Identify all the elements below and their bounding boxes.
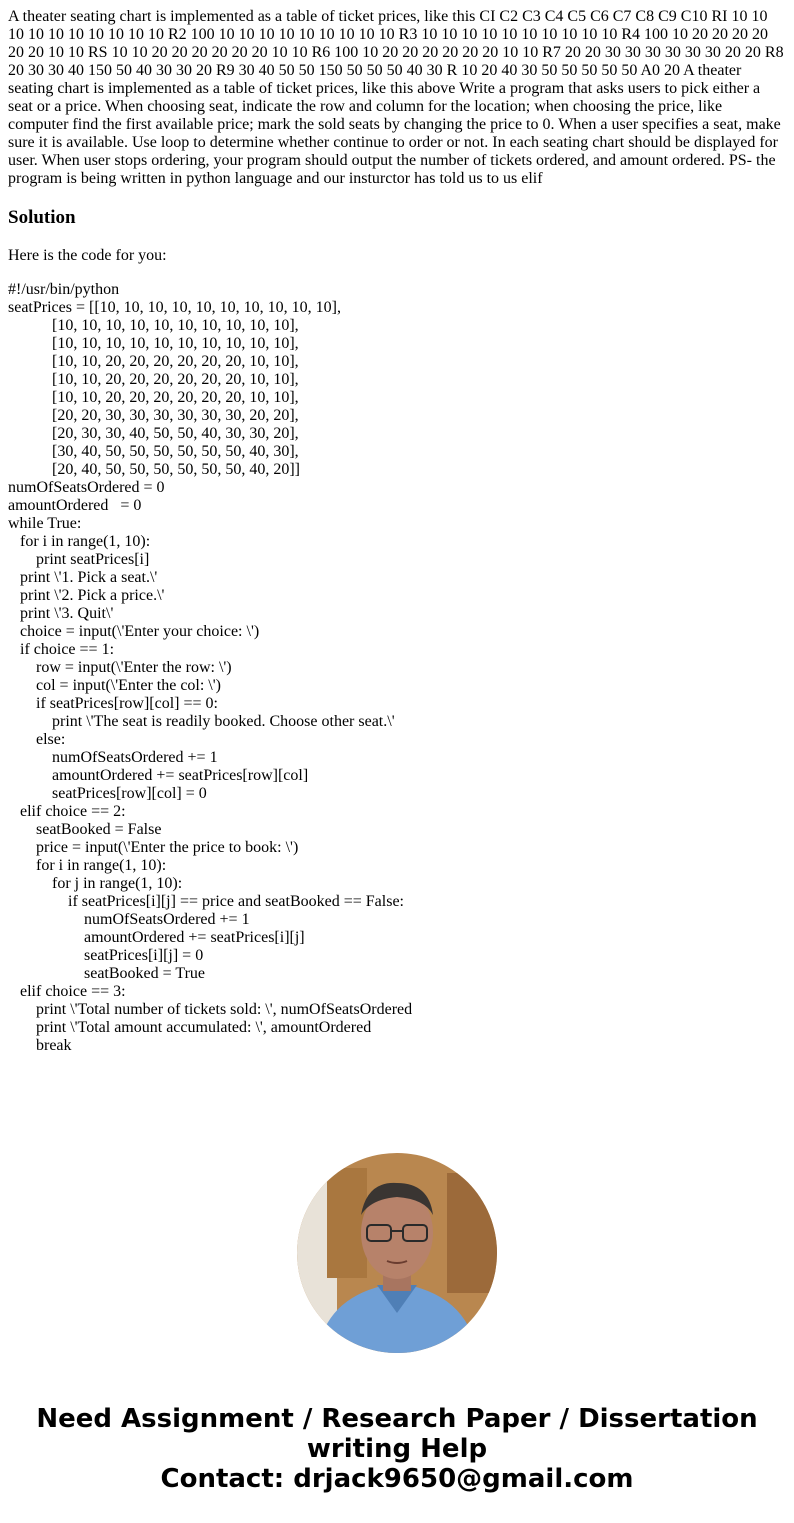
code-line: amountOrdered = 0 <box>8 497 142 514</box>
code-line: print \'1. Pick a seat.\' <box>8 569 158 586</box>
code-line: [10, 10, 20, 20, 20, 20, 20, 20, 10, 10], <box>8 389 299 406</box>
code-line: #!/usr/bin/python <box>8 281 120 298</box>
solution-heading: Solution <box>8 207 76 228</box>
code-line: print \'2. Pick a price.\' <box>8 587 165 604</box>
code-line: print \'The seat is readily booked. Choose other seat.\' <box>8 713 395 730</box>
code-line: [10, 10, 10, 10, 10, 10, 10, 10, 10, 10], <box>8 335 299 352</box>
code-line: if seatPrices[i][j] == price and seatBooked == False: <box>8 893 404 910</box>
code-line: print \'Total amount accumulated: \', amountOrdered <box>8 1019 372 1036</box>
code-line: for j in range(1, 10): <box>8 875 183 892</box>
code-line: while True: <box>8 515 82 532</box>
code-line: else: <box>8 731 66 748</box>
code-line: [20, 30, 30, 40, 50, 50, 40, 30, 30, 20], <box>8 425 299 442</box>
author-portrait <box>297 1153 497 1353</box>
code-line: print seatPrices[i] <box>8 551 150 568</box>
code-line: elif choice == 3: <box>8 983 126 1000</box>
code-line: for i in range(1, 10): <box>8 857 167 874</box>
code-line: [30, 40, 50, 50, 50, 50, 50, 50, 40, 30], <box>8 443 299 460</box>
code-line: for i in range(1, 10): <box>8 533 151 550</box>
code-line: row = input(\'Enter the row: \') <box>8 659 232 676</box>
code-line: numOfSeatsOrdered = 0 <box>8 479 165 496</box>
code-line: seatPrices[row][col] = 0 <box>8 785 207 802</box>
code-line: seatBooked = True <box>8 965 206 982</box>
banner-line-2: writing Help <box>306 1434 488 1464</box>
code-line: numOfSeatsOrdered += 1 <box>8 911 250 928</box>
contact-banner <box>0 1404 794 1494</box>
code-line: elif choice == 2: <box>8 803 126 820</box>
code-line: break <box>8 1037 72 1054</box>
code-line: if seatPrices[row][col] == 0: <box>8 695 218 712</box>
code-line: seatPrices = [[10, 10, 10, 10, 10, 10, 10, 10, 10, 10], <box>8 299 341 316</box>
code-line: if choice == 1: <box>8 641 115 658</box>
code-line: print \'3. Quit\' <box>8 605 114 622</box>
code-line: [10, 10, 10, 10, 10, 10, 10, 10, 10, 10], <box>8 317 299 334</box>
code-line: print \'Total number of tickets sold: \', numOfSeatsOrdered <box>8 1001 413 1018</box>
banner-line-1: Need Assignment / Research Paper / Dissertation <box>36 1404 758 1434</box>
code-line: [20, 20, 30, 30, 30, 30, 30, 30, 20, 20], <box>8 407 299 424</box>
question-text: A theater seating chart is implemented as a table of ticket prices, like this CI C2 C3 C4 C5 C6 C7 C8 C9 C10 RI 10 10 10 10 10 10 10 10 10 10 R2 100 10 10 10 10 10 10 10 10 10 R3 10 10 10 10 10 10 10 10 10 10 R4 100 10 20 20 20 20 20 20 10 10 RS 10 10 20 20 20 20 20 20 10 10 R6 100 10 20 20 20 20 20 20 10 10 R7 20 20 30 30 30 30 30 30 20 20 R8 20 30 30 40 150 50 40 30 30 20 R9 30 40 50 50 150 50 50 50 40 30 R 10 20 40 30 50 50 50 50 50 A0 20 A theater seating chart is implemented as a table of ticket prices, like this above Write a program that asks users to pick either a seat or a price. When choosing seat, indicate the row and column for the location; when choosing the price, like computer find the first available price; mark the sold seats by changing the price to 0. When a user specifies a seat, make sure it is available. Use loop to determine whether continue to order or not. In each seating chart should be displayed for user. When user stops ordering, your program should output the number of tickets ordered, and amount ordered. PS- the program is being written in python language and our insturctor has told us to us elif <box>8 8 784 187</box>
code-line: seatPrices[i][j] = 0 <box>8 947 204 964</box>
code-line: amountOrdered += seatPrices[i][j] <box>8 929 305 946</box>
author-avatar <box>297 1153 497 1353</box>
code-line: price = input(\'Enter the price to book: \') <box>8 839 299 856</box>
code-line: seatBooked = False <box>8 821 162 838</box>
code-line: [10, 10, 20, 20, 20, 20, 20, 20, 10, 10], <box>8 371 299 388</box>
code-block <box>8 281 412 1055</box>
solution-intro: Here is the code for you: <box>8 247 167 264</box>
code-line: [10, 10, 20, 20, 20, 20, 20, 20, 10, 10], <box>8 353 299 370</box>
banner-contact: Contact: drjack9650@gmail.com <box>160 1464 634 1494</box>
code-line: [20, 40, 50, 50, 50, 50, 50, 50, 40, 20]] <box>8 461 300 478</box>
code-line: choice = input(\'Enter your choice: \') <box>8 623 260 640</box>
code-line: col = input(\'Enter the col: \') <box>8 677 221 694</box>
code-line: numOfSeatsOrdered += 1 <box>8 749 218 766</box>
code-line: amountOrdered += seatPrices[row][col] <box>8 767 309 784</box>
